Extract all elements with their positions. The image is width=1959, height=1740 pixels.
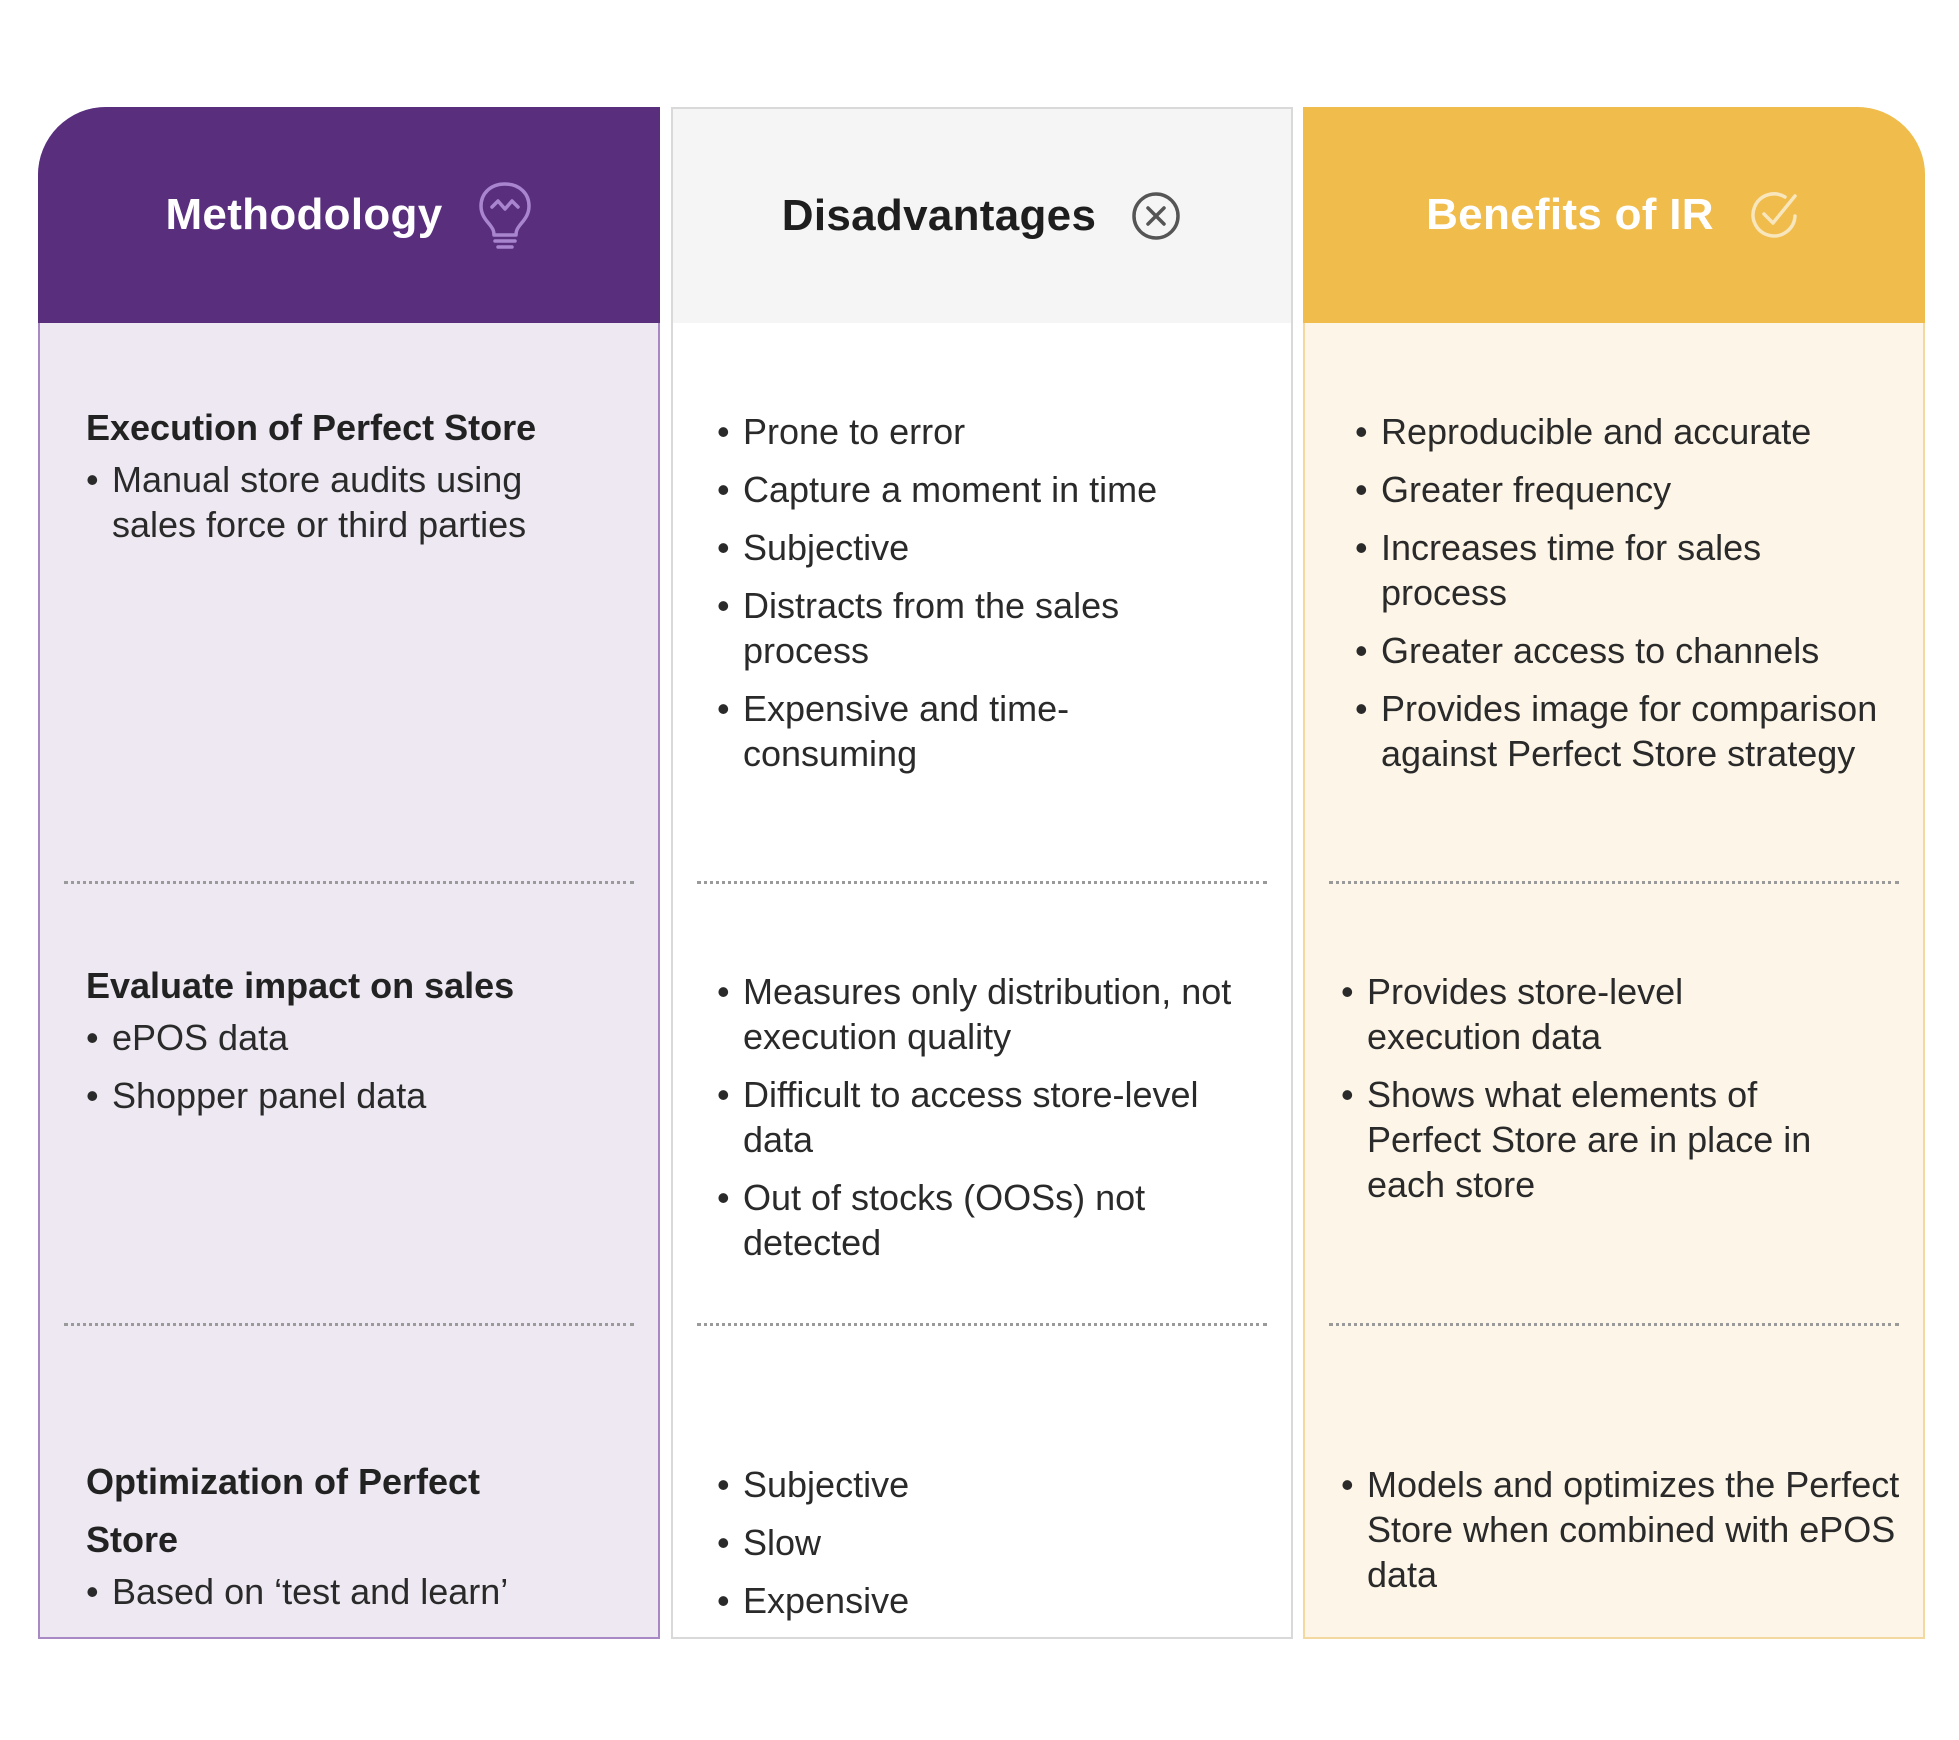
list-item: • Manual store audits using sales force or third parties: [86, 457, 612, 547]
list-item: • Difficult to access store-level data: [717, 1072, 1253, 1162]
list-item: • Capture a moment in time: [717, 467, 1245, 512]
x-circle-icon: [1130, 190, 1182, 242]
dotted-divider: [64, 881, 634, 884]
section-title: Evaluate impact on sales: [86, 965, 515, 1006]
benefits-column: [1303, 107, 1925, 1639]
dotted-divider: [697, 881, 1267, 884]
list-item: • ePOS data: [86, 1015, 612, 1060]
list-item: • Reproducible and accurate: [1355, 409, 1893, 454]
list-item: • Prone to error: [717, 409, 1245, 454]
methodology-section-evaluate: [40, 957, 658, 1131]
benefits-section-optimization: [1305, 1462, 1923, 1610]
list-item: • Greater access to channels: [1355, 628, 1893, 673]
list-item: • Models and optimizes the Perfect Store when combined with ePOS data: [1341, 1462, 1907, 1597]
lightbulb-icon: [477, 180, 533, 250]
section-title: Optimization of Perfect Store: [86, 1461, 481, 1560]
methodology-title: Methodology: [165, 190, 443, 239]
list-item: • Out of stocks (OOSs) not detected: [717, 1175, 1203, 1265]
dotted-divider: [1329, 1323, 1899, 1326]
list-item: • Based on ‘test and learn’: [86, 1569, 612, 1614]
list-item: • Subjective: [717, 1462, 1245, 1507]
disadvantages-section-optimization: [673, 1462, 1291, 1636]
list-item: • Measures only distribution, not execution quality: [717, 969, 1243, 1059]
disadvantages-header: [671, 107, 1293, 323]
list-item: • Shopper panel data: [86, 1073, 612, 1118]
methodology-section-optimization: [40, 1453, 658, 1627]
list-item: • Provides image for comparison against Perfect Store strategy: [1355, 686, 1901, 776]
list-item: • Shows what elements of Perfect Store are in place in each store: [1341, 1072, 1867, 1207]
benefits-header: [1303, 107, 1925, 323]
list-item: • Increases time for sales process: [1355, 525, 1821, 615]
dotted-divider: [64, 1323, 634, 1326]
list-item: • Expensive: [717, 1578, 1245, 1623]
list-item: • Expensive and time-consuming: [717, 686, 1073, 776]
list-item: • Subjective: [717, 525, 1245, 570]
list-item: • Slow: [717, 1520, 1245, 1565]
methodology-column: [38, 107, 660, 1639]
methodology-section-execution: [40, 399, 658, 560]
disadvantages-section-execution: [673, 409, 1291, 789]
section-title: Execution of Perfect Store: [86, 407, 537, 448]
disadvantages-section-evaluate: [673, 969, 1291, 1278]
list-item: • Greater frequency: [1355, 467, 1893, 512]
list-item: • Provides store-level execution data: [1341, 969, 1747, 1059]
disadvantages-column: [671, 107, 1293, 1639]
benefits-title: Benefits of IR: [1426, 190, 1714, 239]
disadvantages-title: Disadvantages: [781, 191, 1097, 240]
dotted-divider: [1329, 881, 1899, 884]
list-item: • Distracts from the sales process: [717, 583, 1173, 673]
benefits-section-evaluate: [1305, 969, 1923, 1220]
dotted-divider: [697, 1323, 1267, 1326]
methodology-header: [38, 107, 660, 323]
benefits-section-execution: [1305, 409, 1923, 789]
check-circle-icon: [1748, 188, 1802, 242]
